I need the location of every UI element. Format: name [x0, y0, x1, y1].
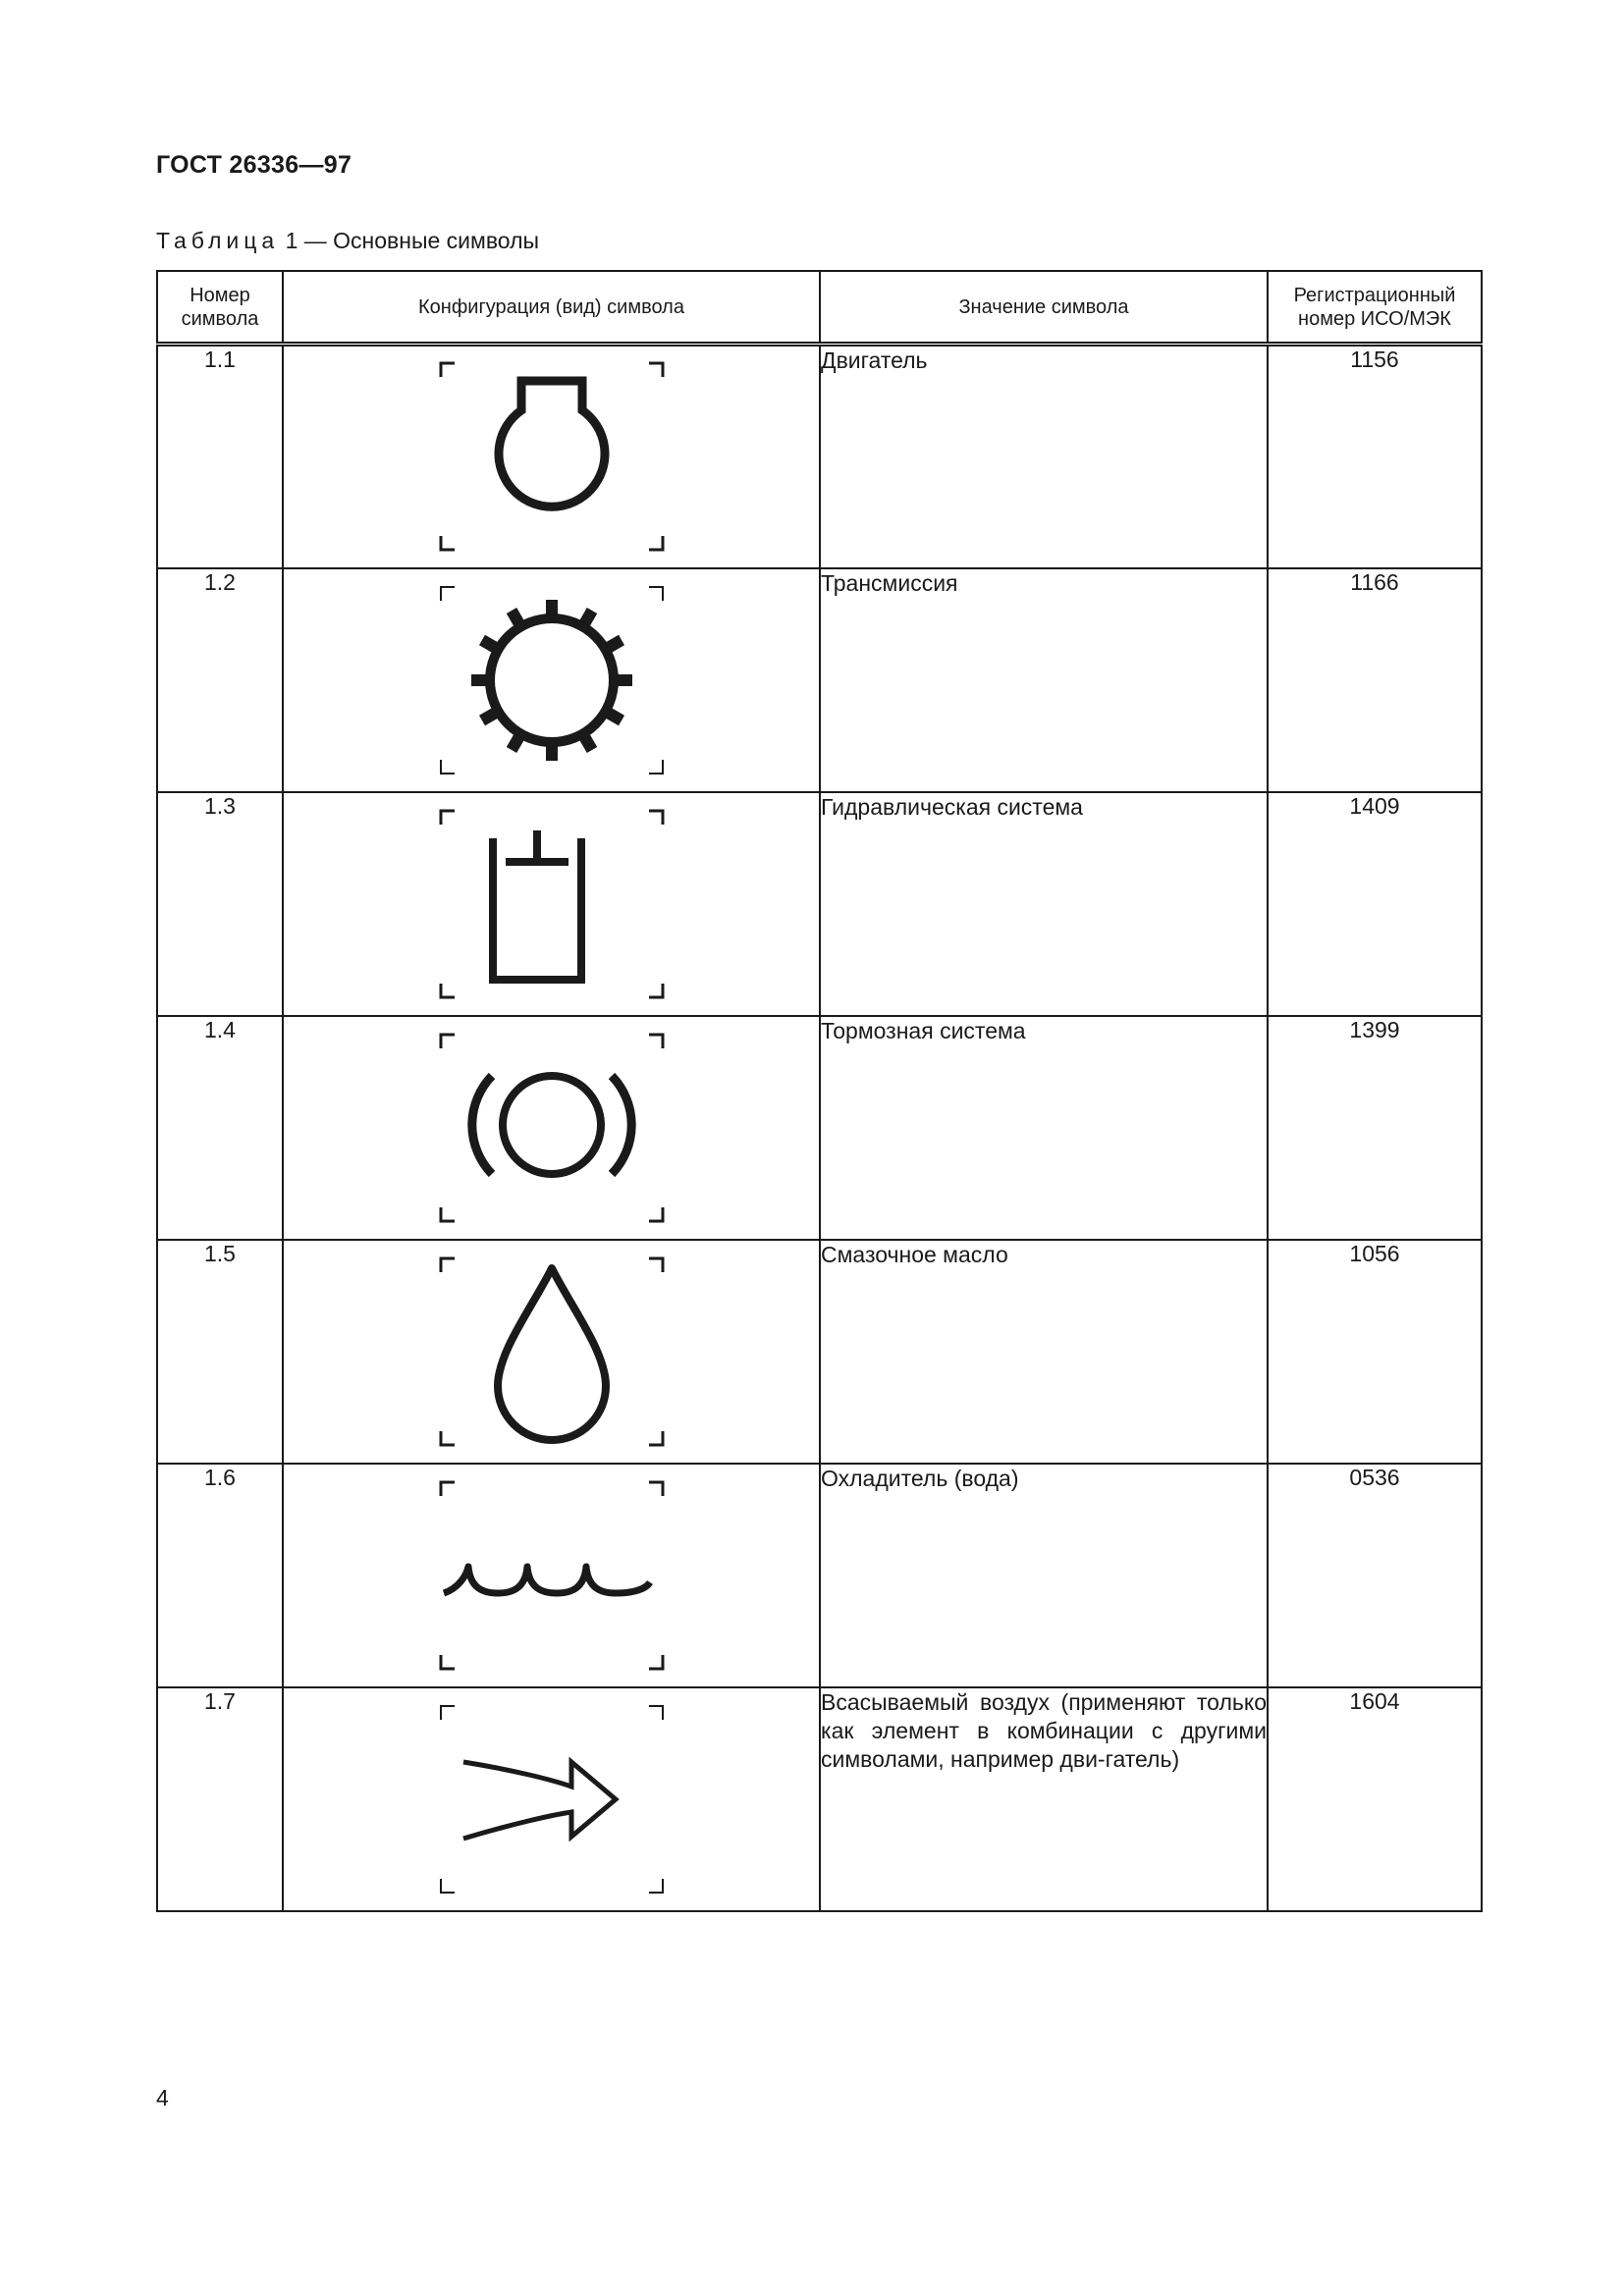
- table-header-row: [157, 271, 1482, 345]
- symbol-number: 1.7: [157, 1687, 283, 1911]
- column-header-number: Номер символа: [157, 271, 283, 345]
- registration-number: 1399: [1268, 1016, 1482, 1240]
- registration-number: 1604: [1268, 1687, 1482, 1911]
- symbol-configuration: [283, 568, 820, 792]
- brake-icon: [439, 1015, 665, 1241]
- symbols-table: [156, 270, 1483, 1912]
- symbol-meaning: Всасываемый воздух (применяют только как элемент в комбинации с другими символами, например дви-гатель): [820, 1687, 1268, 1911]
- registration-number: 0536: [1268, 1464, 1482, 1687]
- table-caption-title: 1 — Основные символы: [279, 228, 540, 253]
- symbol-meaning: Охладитель (вода): [820, 1464, 1268, 1687]
- symbol-meaning: Смазочное масло: [820, 1240, 1268, 1464]
- table-row: [157, 345, 1482, 568]
- table-row: [157, 1016, 1482, 1240]
- coolant-waves-icon: [439, 1463, 665, 1688]
- table-caption-word: Таблица: [156, 228, 280, 253]
- column-header-configuration: Конфигурация (вид) символа: [283, 271, 820, 345]
- symbol-number: 1.1: [157, 345, 283, 568]
- symbol-configuration: [283, 1687, 820, 1911]
- symbol-configuration: [283, 1240, 820, 1464]
- column-header-registration: Регистрационный номер ИСО/МЭК: [1268, 271, 1482, 345]
- page-number: 4: [156, 2085, 169, 2110]
- symbol-number: 1.3: [157, 792, 283, 1016]
- table-row: [157, 792, 1482, 1016]
- symbol-configuration: [283, 1464, 820, 1687]
- table-caption: [156, 228, 539, 254]
- symbol-meaning: Гидравлическая система: [820, 792, 1268, 1016]
- registration-number: 1056: [1268, 1240, 1482, 1464]
- registration-number: 1156: [1268, 345, 1482, 568]
- table-row: [157, 1687, 1482, 1911]
- symbol-number: 1.2: [157, 568, 283, 792]
- engine-icon: [439, 344, 665, 569]
- symbol-meaning: Двигатель: [820, 345, 1268, 568]
- oil-drop-icon: [439, 1239, 665, 1465]
- table-row: [157, 1464, 1482, 1687]
- symbol-number: 1.5: [157, 1240, 283, 1464]
- symbol-number: 1.4: [157, 1016, 283, 1240]
- symbol-meaning: Трансмиссия: [820, 568, 1268, 792]
- symbol-configuration: [283, 1016, 820, 1240]
- registration-number: 1409: [1268, 792, 1482, 1016]
- table-row: [157, 1240, 1482, 1464]
- intake-air-arrow-icon: [439, 1686, 665, 1912]
- symbol-configuration: [283, 345, 820, 568]
- table-row: [157, 568, 1482, 792]
- symbol-meaning: Тормозная система: [820, 1016, 1268, 1240]
- symbol-configuration: [283, 792, 820, 1016]
- hydraulic-cylinder-icon: [439, 791, 665, 1017]
- registration-number: 1166: [1268, 568, 1482, 792]
- column-header-meaning: Значение символа: [820, 271, 1268, 345]
- document-code: ГОСТ 26336—97: [156, 151, 352, 179]
- symbol-number: 1.6: [157, 1464, 283, 1687]
- transmission-gear-icon: [439, 567, 665, 793]
